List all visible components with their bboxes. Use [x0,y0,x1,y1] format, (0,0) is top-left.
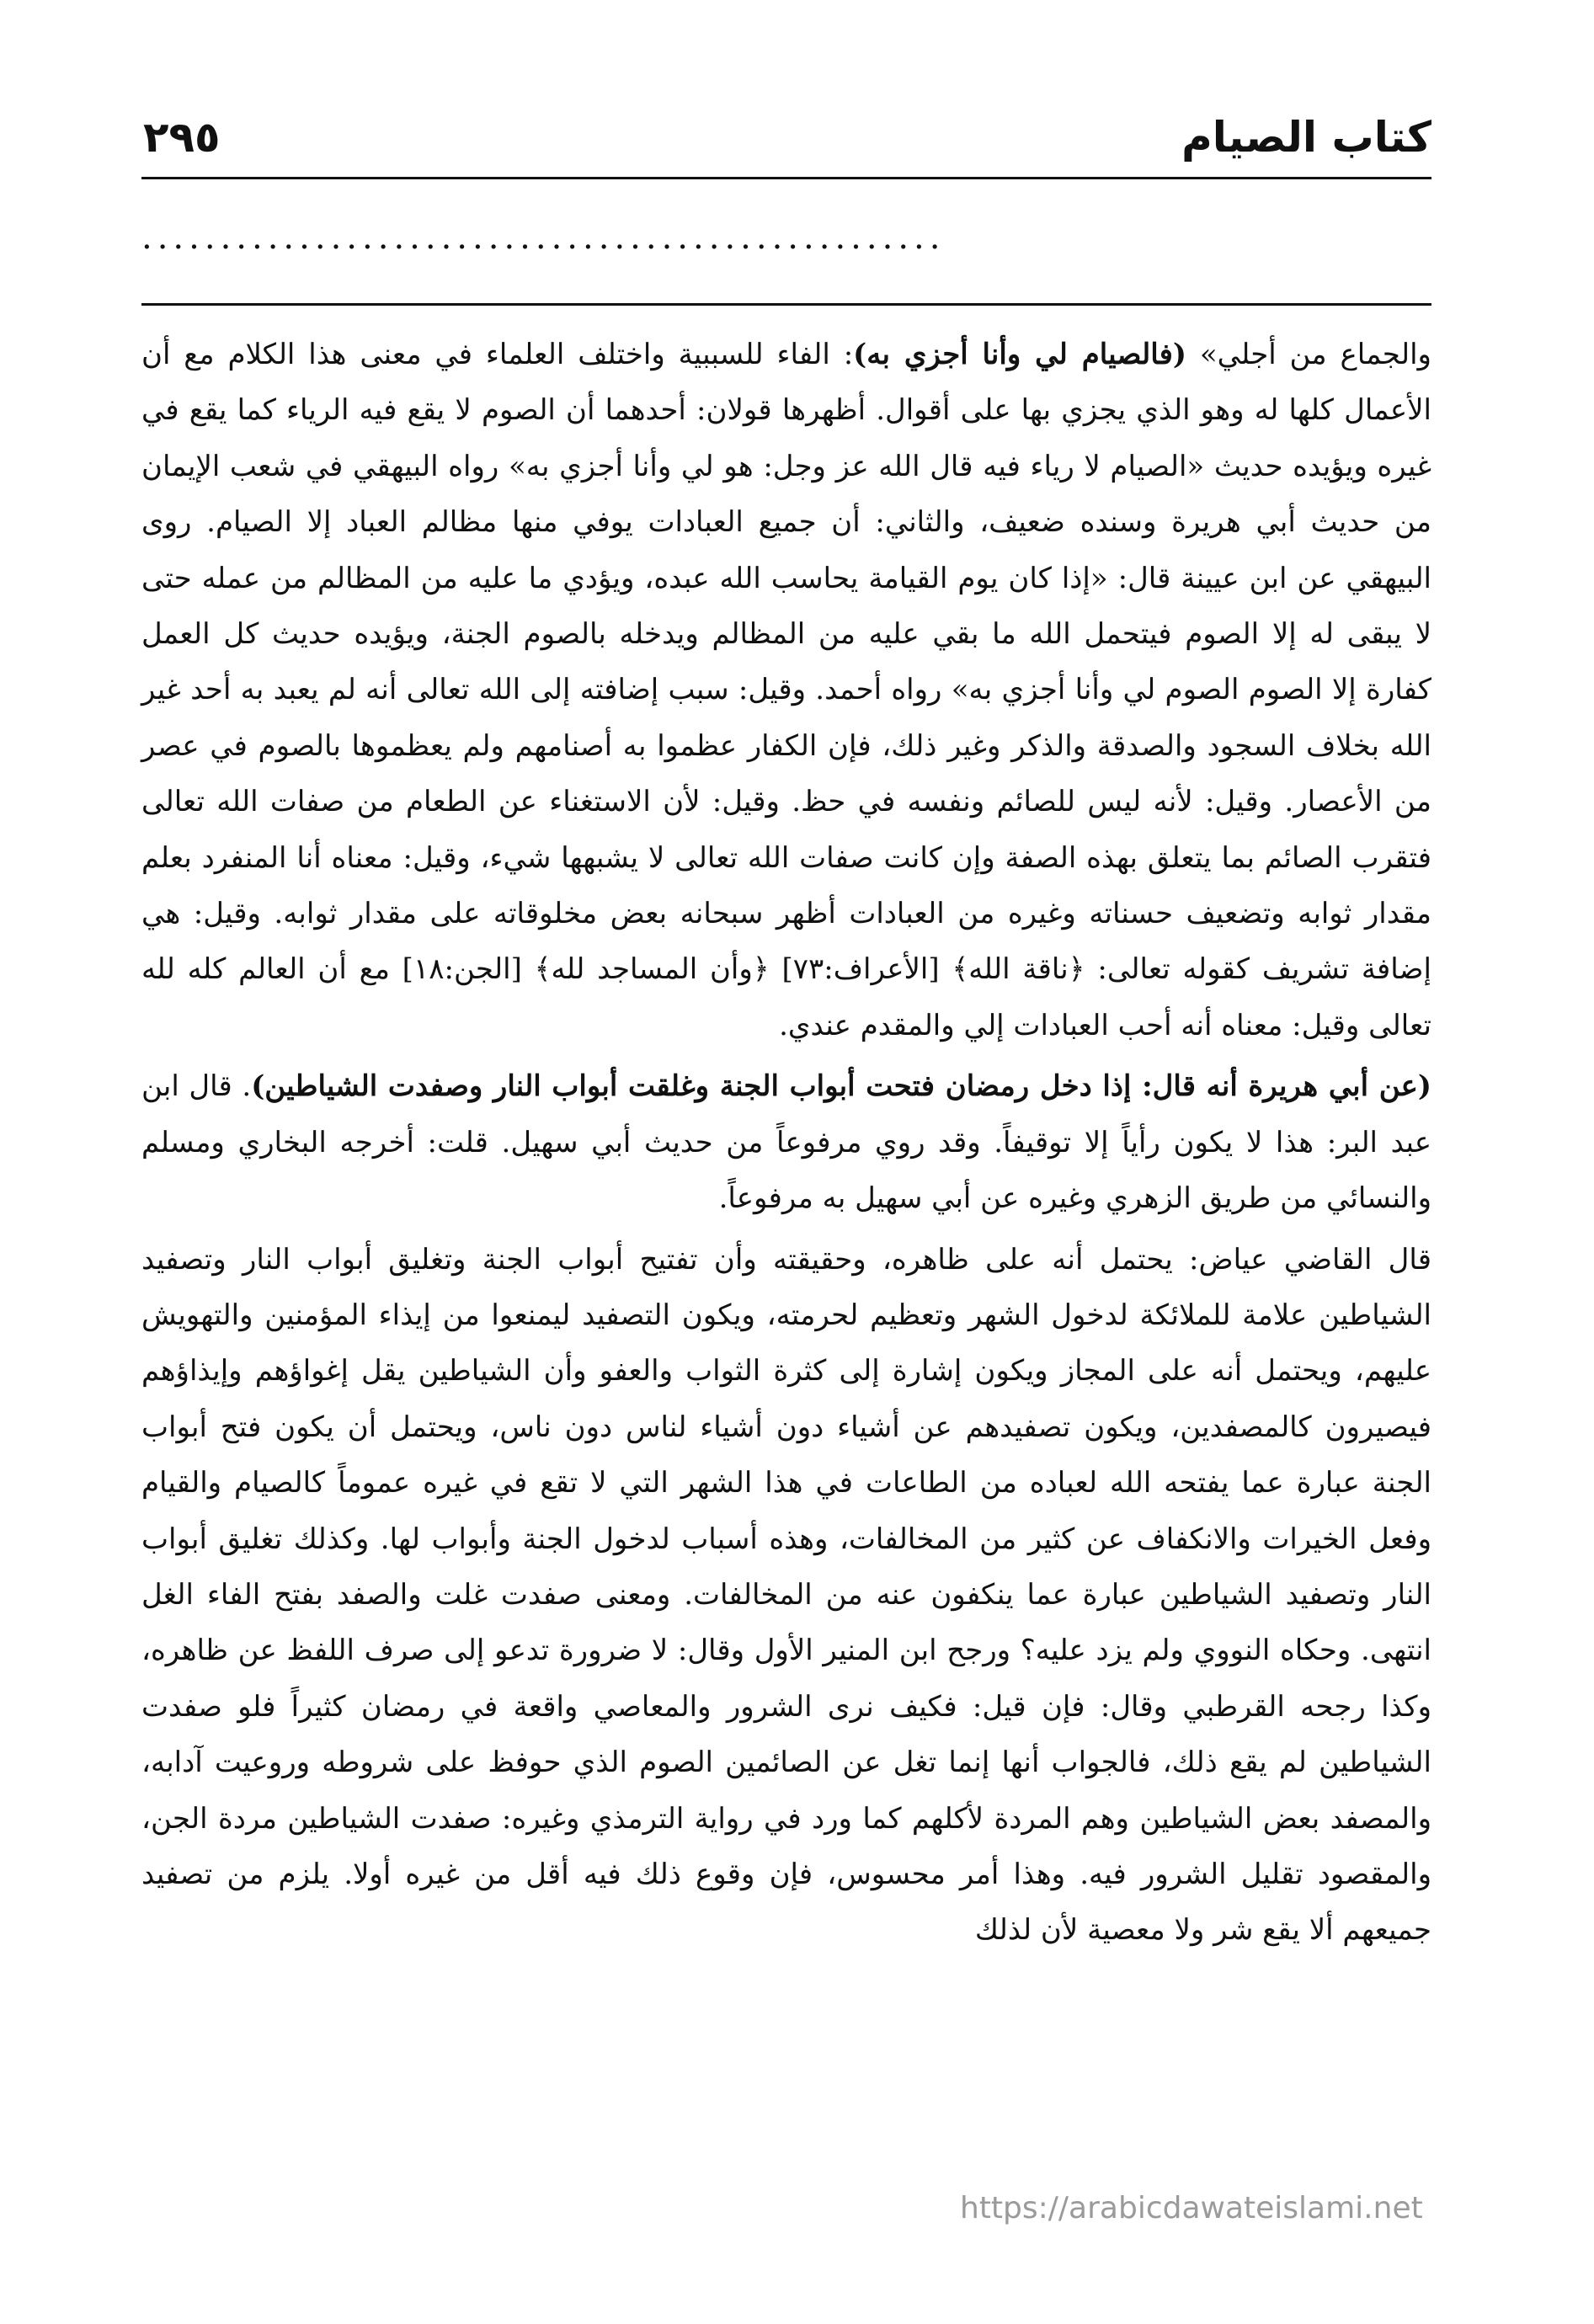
header-rule [141,177,1431,179]
commentary-body [141,327,1431,1959]
text-top-rule [141,303,1431,306]
paragraph-1-lead: والجماع من أجلي» [1186,338,1431,371]
dotted-separator: ................................................... [141,221,946,254]
running-title: كتاب الصيام [1181,113,1431,162]
hadith-quote-1: (فالصيام لي وأنا أجزي به) [853,338,1186,371]
paragraph-1 [141,327,1431,1053]
paragraph-2-text: . قال ابن عبد البر: هذا لا يكون رأياً إلا توقيفاً. وقد روي مرفوعاً من حديث أبي سهيل. قلت: أخرجه البخاري ومسلم والنسائي من طريق الزهري وغيره عن أبي سهيل به مرفوعاً. [141,1069,1432,1216]
paragraph-2 [141,1058,1431,1226]
hadith-quote-2: (عن أبي هريرة أنه قال: إذا دخل رمضان فتحت أبواب الجنة وغلقت أبواب النار وصفدت الشياطين) [251,1069,1431,1104]
page-header [135,101,1431,177]
paragraph-1-text: : الفاء للسببية واختلف العلماء في معنى هذا الكلام مع أن الأعمال كلها له وهو الذي يجزي بها على أقوال. أظهرها قولان: أحدهما أن الصوم لا يقع فيه الرياء كما يقع في غيره ويؤيده حديث «الصيام لا رياء فيه قال الله عز وجل: هو لي وأنا أجزي به» رواه البيهقي في شعب الإيمان من حديث أبي هريرة وسنده ضعيف، والثاني: أن جميع العبادات يوفي منها مظالم العباد إلا الصيام. روى البيهقي عن ابن عيينة قال: «إذا كان يوم القيامة يحاسب الله عبده، ويؤدي ما عليه من المظالم من عمله حتى لا يبقى له إلا الصوم فيتحمل الله ما بقي عليه من المظالم ويدخله بالصوم الجنة، ويؤيده حديث كل العمل كفارة إلا الصوم الصوم لي وأنا أجزي به» رواه أحمد. وقيل: سبب إضافته إلى الله تعالى أنه لم يعبد به أحد غير الله بخلاف السجود والصدقة والذكر وغير ذلك، فإن الكفار عظموا به أصنامهم ولم يعظموها بالصوم في عصر من الأعصار. وقيل: لأنه ليس للصائم ونفسه في حظ. وقيل: لأن الاستغناء عن الطعام من صفات الله تعالى فتقرب الصائم بما يتعلق بهذه الصفة وإن كانت صفات الله تعالى لا يشبهها شيء، وقيل: معناه أنا المنفرد بعلم مقدار ثوابه وتضعيف حسناته وغيره من العبادات أظهر سبحانه بعض مخلوقاته على مقدار ثوابه. وقيل: هي إضافة تشريف كقوله تعالى: ﴿ناقة الله﴾ [الأعراف:٧٣] ﴿وأن المساجد لله﴾ [الجن:١٨] مع أن العالم كله لله تعالى وقيل: معناه أنه أحب العبادات إلي والمقدم عندي. [141,338,1431,1042]
paragraph-3: قال القاضي عياض: يحتمل أنه على ظاهره، وحقيقته وأن تفتيح أبواب الجنة وتغليق أبواب النار وتصفيد الشياطين علامة للملائكة لدخول الشهر وتعظيم لحرمته، ويكون التصفيد ليمنعوا من إيذاء المؤمنين والتهويش عليهم، ويحتمل أنه على المجاز ويكون إشارة إلى كثرة الثواب والعفو وأن الشياطين يقل إغواؤهم وإيذاؤهم فيصيرون كالمصفدين، ويكون تصفيدهم عن أشياء دون أشياء لناس دون ناس، ويحتمل أن يكون فتح أبواب الجنة عبارة عما يفتحه الله لعباده من الطاعات في هذا الشهر التي لا تقع في غيره عموماً كالصيام والقيام وفعل الخيرات والانكفاف عن كثير من المخالفات، وهذه أسباب لدخول الجنة وأبواب لها. وكذلك تغليق أبواب النار وتصفيد الشياطين عبارة عما ينكفون عنه من المخالفات. ومعنى صفدت غلت والصفد بفتح الفاء الغل انتهى. وحكاه النووي ولم يزد عليه؟ ورجح ابن المنير الأول وقال: لا ضرورة تدعو إلى صرف اللفظ عن ظاهره، وكذا رجحه القرطبي وقال: فإن قيل: فكيف نرى الشرور والمعاصي واقعة في رمضان كثيراً فلو صفدت الشياطين لم يقع ذلك، فالجواب أنها إنما تغل عن الصائمين الصوم الذي حوفظ على شروطه وروعيت آدابه، والمصفد بعض الشياطين وهم المردة لأكلهم كما ورد في رواية الترمذي وغيره: صفدت الشياطين مردة الجن، والمقصود تقليل الشرور فيه. وهذا أمر محسوس، فإن وقوع ذلك فيه أقل من غيره أولا. يلزم من تصفيد جميعهم ألا يقع شر ولا معصية لأن لذلك [141,1242,1431,1948]
page-number: ٢٩٥ [143,113,221,162]
watermark-url: https://arabicdawateislami.net [960,2191,1423,2225]
